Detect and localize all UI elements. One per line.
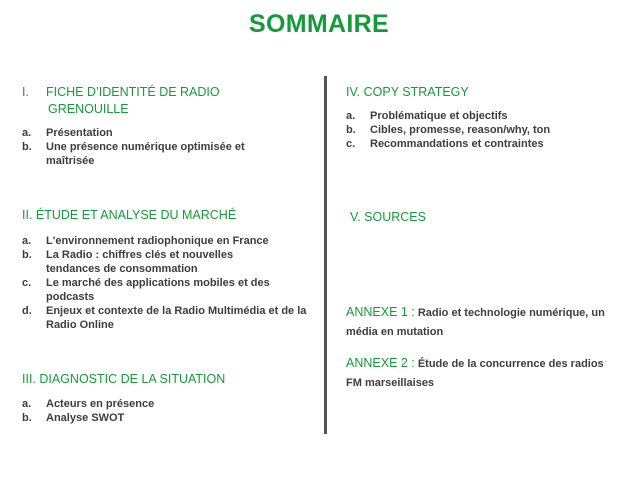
item-text: Acteurs en présence	[46, 398, 155, 410]
section-heading: IV. COPY STRATEGY	[346, 85, 469, 99]
item-letter: b.	[22, 249, 32, 261]
section-items	[22, 234, 312, 332]
list-item	[22, 304, 336, 332]
list-item	[22, 411, 312, 425]
item-letter: c.	[346, 138, 356, 150]
item-letter: a.	[346, 110, 356, 122]
section-copy-strategy	[346, 84, 616, 151]
item-text: La Radio : chiffres clés et nouvelles tendances de consommation	[46, 249, 234, 275]
item-letter: d.	[22, 305, 32, 317]
section-items	[22, 126, 312, 168]
item-letter: a.	[22, 235, 32, 247]
list-item	[346, 123, 616, 137]
section-number: I.	[22, 85, 29, 99]
page-title: SOMMAIRE	[249, 10, 389, 38]
item-text: Une présence numérique optimisée et maîtrisée	[46, 141, 245, 167]
annex-label: ANNEXE 2 :	[346, 356, 415, 370]
list-item	[22, 140, 286, 168]
section-heading-line: GRENOUILLE	[48, 102, 129, 116]
list-item	[22, 397, 312, 411]
section-heading	[22, 84, 312, 118]
section-heading: V. SOURCES	[350, 210, 426, 224]
annex-1	[346, 303, 614, 342]
list-item	[22, 248, 286, 276]
item-text: Enjeux et contexte de la Radio Multimédia et de la Radio Online	[46, 305, 307, 331]
item-text: Problématique et objectifs	[370, 110, 508, 122]
annex-2	[346, 354, 614, 393]
section-sources	[350, 209, 610, 226]
annex-text: Radio et technologie numérique, un média en mutation	[346, 307, 605, 338]
list-item	[346, 137, 616, 151]
column-divider	[324, 76, 327, 434]
item-letter: a.	[22, 127, 32, 139]
section-heading: II. ÉTUDE ET ANALYSE DU MARCHÉ	[22, 208, 237, 222]
section-fiche-identite	[22, 84, 312, 168]
section-items	[346, 109, 616, 151]
item-letter: b.	[22, 412, 32, 424]
item-text: Recommandations et contraintes	[370, 138, 544, 150]
section-items	[22, 397, 312, 425]
section-etude-marche	[22, 207, 312, 332]
item-letter: a.	[22, 398, 32, 410]
item-letter: b.	[22, 141, 32, 153]
item-text: L'environnement radiophonique en France	[46, 235, 269, 247]
item-text: Analyse SWOT	[46, 412, 125, 424]
item-text: Cibles, promesse, reason/why, ton	[370, 124, 551, 136]
item-letter: b.	[346, 124, 356, 136]
list-item	[346, 109, 616, 123]
section-diagnostic	[22, 371, 312, 425]
list-item	[22, 234, 312, 248]
list-item	[22, 126, 312, 140]
section-heading-line: FICHE D’IDENTITÉ DE RADIO	[46, 85, 220, 99]
annex-label: ANNEXE 1 :	[346, 305, 415, 319]
item-text: Présentation	[46, 127, 113, 139]
annex-text: Étude de la concurrence des radios FM marseillaises	[346, 358, 604, 389]
section-heading: III. DIAGNOSTIC DE LA SITUATION	[22, 372, 226, 386]
item-letter: c.	[22, 277, 32, 289]
list-item	[22, 276, 321, 304]
item-text: Le marché des applications mobiles et des podcasts	[46, 277, 270, 303]
